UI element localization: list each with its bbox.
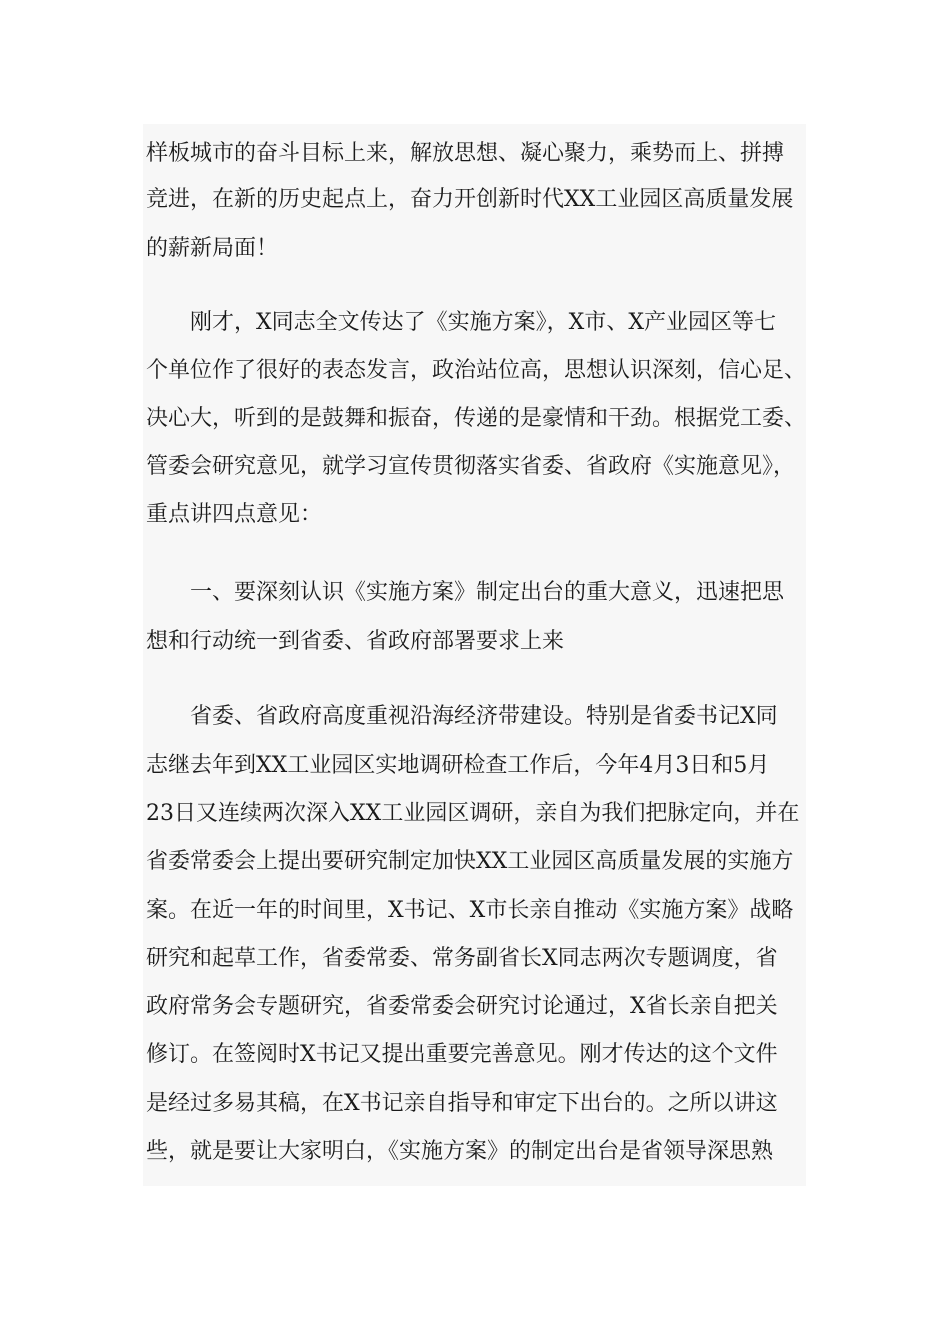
paragraph-4-line-1: 省委、省政府高度重视沿海经济带建设。特别是省委书记X同 xyxy=(190,704,778,729)
paragraph-4-line-10: 些，就是要让大家明白，《实施方案》的制定出台是省领导深思熟 xyxy=(146,1139,774,1164)
paragraph-4-line-7: 政府常务会专题研究，省委常委会研究讨论通过，X省长亲自把关 xyxy=(146,994,778,1019)
paragraph-2-line-2: 个单位作了很好的表态发言，政治站位高，思想认识深刻，信心足、 xyxy=(146,358,807,383)
section-heading-line-1: 一、要深刻认识《实施方案》制定出台的重大意义，迅速把思 xyxy=(190,580,785,605)
paragraph-4-line-4: 省委常委会上提出要研究制定加快XX工业园区高质量发展的实施方 xyxy=(146,849,794,874)
paragraph-4-line-8: 修订。在签阅时X书记又提出重要完善意见。刚才传达的这个文件 xyxy=(146,1042,778,1067)
paragraph-1-line-3: 的薪新局面！ xyxy=(146,236,279,261)
paragraph-2-line-1: 刚才，X同志全文传达了《实施方案》，X市、X产业园区等七 xyxy=(190,310,776,335)
section-heading-line-2: 想和行动统一到省委、省政府部署要求上来 xyxy=(146,629,565,654)
paragraph-4-line-6: 研究和起草工作，省委常委、常务副省长X同志两次专题调度，省 xyxy=(146,946,778,971)
paragraph-4-line-5: 案。在近一年的时间里，X书记、X市长亲自推动《实施方案》战略 xyxy=(146,898,794,923)
paragraph-4-line-3: 23日又连续两次深入XX工业园区调研，亲自为我们把脉定向，并在 xyxy=(146,801,800,826)
paragraph-4-line-9: 是经过多易其稿，在X书记亲自指导和审定下出台的。之所以讲这 xyxy=(146,1091,778,1116)
paragraph-2-line-3: 决心大，听到的是鼓舞和振奋，传递的是豪情和干劲。根据党工委、 xyxy=(146,406,807,431)
paragraph-1-line-1: 样板城市的奋斗目标上来，解放思想、凝心聚力，乘势而上、拼搏 xyxy=(146,141,785,166)
paragraph-4-line-2: 志继去年到XX工业园区实地调研检查工作后，今年4月3日和5月 xyxy=(146,753,770,778)
paragraph-2-line-5: 重点讲四点意见： xyxy=(146,502,323,527)
paragraph-2-line-4: 管委会研究意见，就学习宣传贯彻落实省委、省政府《实施意见》， xyxy=(146,454,796,479)
paragraph-1-line-2: 竞进，在新的历史起点上，奋力开创新时代XX工业园区高质量发展 xyxy=(146,187,794,212)
